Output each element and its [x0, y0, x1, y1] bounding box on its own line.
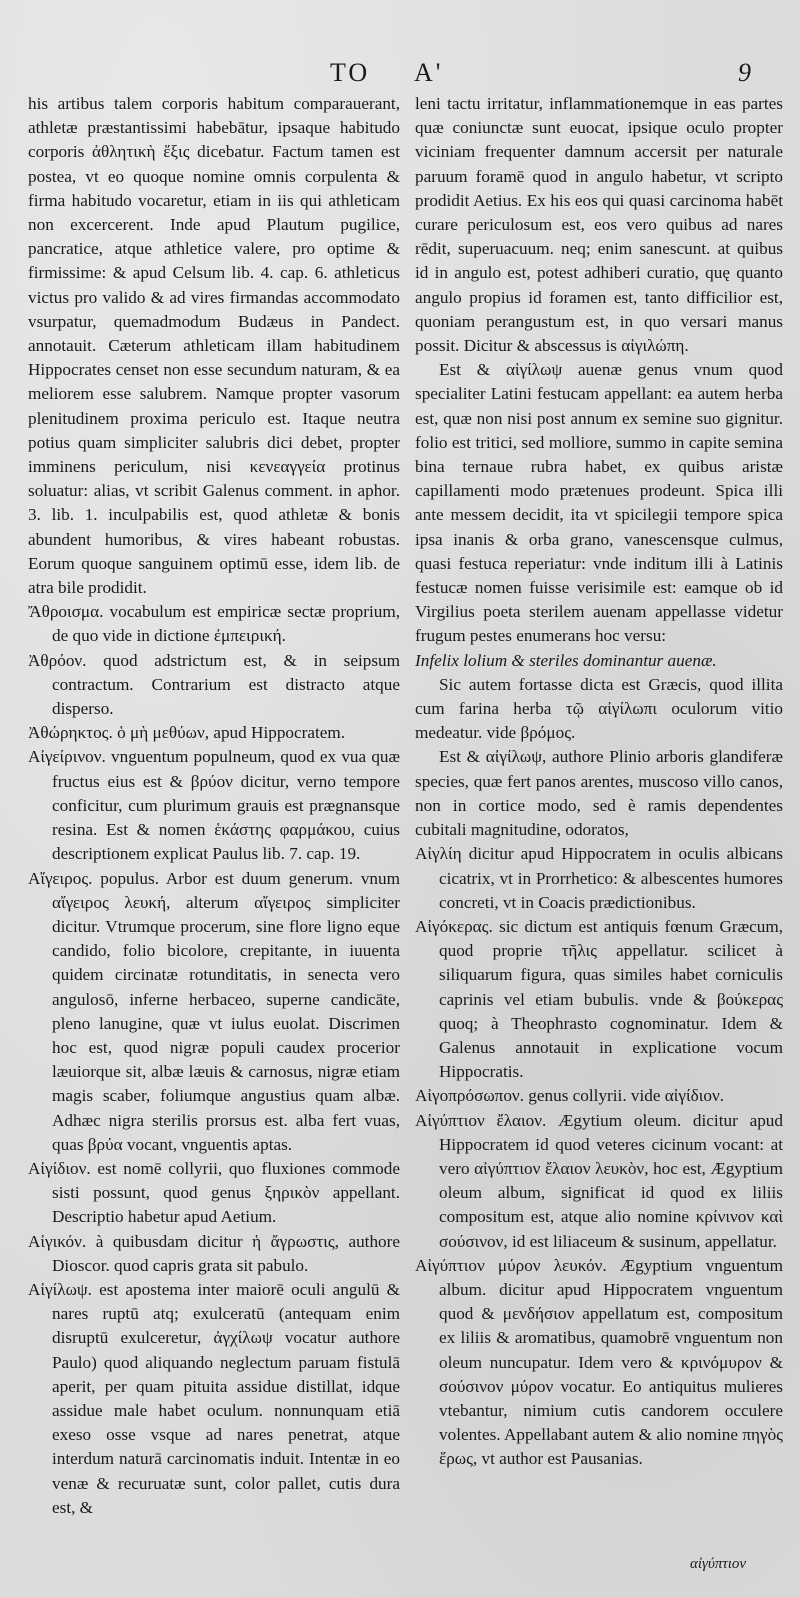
dictionary-entry: Αἰγύπτιον μύρον λευκόν. Ægyptium vnguentum album. dicitur apud Hippocratem vnguentum quod & μενδήσιον appellatum est, compositum ex liliis & aromatibus, quamobrē vnguentum non oleum nuncupatur. Idem vero & κρινόμυρον & σούσινον μύρον vocatur. Eo antiquitus mulieres vtebantur, nimium cutis candorem occulere volentes. Appellabant autem & alio nomine πηγὸς ἕρως, vt author est Pausanias. — [415, 1255, 783, 1469]
paragraph: his artibus talem corporis habitum comparauerant, athletæ præstantissimi habebātur, ipsaque habitudo corporis ἀθλητικὴ ἕξις dicebatur. Factum tamen est postea, vt eo quoque nomine omnis corpulenta & firma habitudo vocaretur, etiam in iis qui athleticam non excercerent. Inde apud Plautum pugilice, pancratice, atque athletice valere, pro optime & firmissime: & apud Celsum lib. 4. cap. 6. athleticus victus pro valido & ad vires firmandas accommodato vsurpatur, quemadmodum Budæus in Pandect. annotauit. Cæterum athleticam illam habitudinem Hippocrates censet non esse secundum naturam, & ea meliorem esse salubrem. Namque propter vasorum plenitudinem proxima periculo est. Itaque neutra potius quam simpliciter salubris dici debet, propter imminens periculum, nisi κενεαγγεία protinus soluatur: alias, vt scribit Galenus comment. in aphor. 3. lib. 1. inculpabilis est, quod athletæ & bonis abundent humoribus, & vires habeant robustas. Eorum quoque sanguinem optimū esse, idem lib. de atra bile prodidit. — [28, 94, 400, 598]
header-left: TO — [330, 58, 371, 87]
dictionary-entry: Αἴγειρος. populus. Arbor est duum generum. vnum αἴγειρος λευκή, alterum αἴγειρος simpliciter dicitur. Vtrumque procerum, sine flore ligno eque candido, folio bicolore, crepitante, in iuuenta quidem circinatæ rotunditatis, in senecta vero angulosō, inferne herbaceo, superne candicāte, pleno lanugine, quæ vt iulus euolat. Discrimen hoc est, quod nigræ populi caudex procerior læuiorque sit, albæ læuis & carnosus, nigræ etiam magis scaber, foliumque angustius quam albæ. Adhæc nigra sterilis prorsus est. alba fert vuas, quas βρύα vocant, vnguentis aptas. — [28, 868, 400, 1154]
catchword: αἰγύπτιον — [690, 1556, 747, 1572]
dictionary-entry: Αἰγύπτιον ἔλαιον. Ægytium oleum. dicitur apud Hippocratem id quod veteres cicinum vocant: at vero αἰγύπτιον ἔλαιον λευκὸν, hoc est, Ægyptium oleum album, significat id quod ex liliis compositum est, atque alio nomine κρίνινον καὶ σούσινον, id est liliaceum & susinum, appellatur. — [415, 1110, 783, 1251]
dictionary-entry: Ἄθροισμα. vocabulum est empiricæ sectæ proprium, de quo vide in dictione ἐμπειρική. — [28, 602, 400, 646]
dictionary-entry: Αἰγίλωψ. est apostema inter maiorē oculi angulū & nares ruptū atq; exulceratū (antequam enim disruptū exulceretur, ἀγχίλωψ vocatur authore Paulo) quod aliquando neglectum paruam fistulā aperit, per quam pituita assidue distillat, idque assidue male habet oculum. nonnunquam etiā exeso osse vsque ad nares penetrat, atque interdum naturā carcinomatis induit. Intentæ in eo venæ & recuruatæ sunt, color pallet, cutis dura est, & — [28, 1279, 400, 1517]
paragraph: Sic autem fortasse dicta est Græcis, quod illita cum farina herba τῷ αἰγίλωπι oculorum vitio medeatur. vide βρόμος. — [415, 674, 783, 743]
dictionary-entry: Αἰγλίη dicitur apud Hippocratem in oculis albicans cicatrix, vt in Prorrhetico: & albescentes humores concreti, vt in Coacis prædictionibus. — [415, 844, 783, 912]
page-number: 9 — [738, 58, 751, 87]
right-column — [415, 92, 783, 1472]
verse-quote: Infelix lolium & steriles dominantur auenæ. — [415, 650, 717, 670]
dictionary-entry: Αἰγίδιον. est nomē collyrii, quo fluxiones commode sisti possunt, quod genus ξηρικὸν appellant. Descriptio habetur apud Aetium. — [28, 1158, 400, 1227]
dictionary-entry: Αἰγικόν. à quibusdam dicitur ἡ ἄγρωστις, authore Dioscor. quod capris grata sit pabulo. — [28, 1231, 400, 1275]
dictionary-entry: Αἰγοπρόσωπον. genus collyrii. vide αἰγίδιον. — [415, 1086, 725, 1106]
paragraph: Est & αἰγίλωψ, authore Plinio arboris glandiferæ species, quæ fert panos arentes, muscoso villo canos, non in cortice modo, sed è ramis dependentes cubitali magnitudine, odoratos, — [415, 747, 783, 840]
paragraph: leni tactu irritatur, inflammationemque in eas partes quæ coniunctæ sunt euocat, ipsique oculo propter viciniam frequenter damnum accersit per naturale paruum foramē quod in angulo habetur, vt scripto prodidit Aetius. Ex his eos qui quasi carcinoma habēt curare periculosum est, eos vero quibus ad nares rēdit, superuacuum. neq; enim sanescunt. at quibus id in angulo est, potest adhiberi curatio, quę quanto angulo propius id foramen est, tanto difficilior est, quoniam perangustum est, in quo versari manus possit. Dicitur & abscessus is αἰγιλώπη. — [415, 94, 783, 356]
running-header — [0, 58, 800, 92]
paragraph: Est & αἰγίλωψ auenæ genus vnum quod specialiter Latini festucam appellant: ea autem herba est, quæ non nisi post annum ex semine suo gignitur. folio est tritici, sed molliore, summo in capite semina bina ternaue rubra habet, ex quibus aristæ capillamenti modo prætenues prodeunt. Spica illi ante messem decidit, ita vt spicilegii tempore spica ipsa inanis & orba grano, vanescensque culmus, quasi festuca reperiatur: vnde inditum illi à Latinis festucæ nomen fuisse verisimile est: eamque ob id Virgilius poeta sterilem auenam appellasse videtur frugum pestes enumerans hoc versu: — [415, 360, 783, 646]
dictionary-entry: Ἀθώρηκτος. ὁ μὴ μεθύων, apud Hippocratem. — [28, 723, 346, 743]
dictionary-entry: Αἰγόκερας. sic dictum est antiquis fœnum Græcum, quod proprie τῆλις appellatur. scilicet à siliquarum figura, quas similes habet corniculis caprinis vel etiam bubulis. vnde & βούκερας quoq; à Theophrasto cognominatur. Idem & Galenus annotauit in explicatione vocum Hippocratis. — [415, 916, 783, 1082]
dictionary-entry: Ἀθρόον. quod adstrictum est, & in seipsum contractum. Contrarium est distracto atque disperso. — [28, 650, 400, 719]
dictionary-entry: Αἰγείρινον. vnguentum populneum, quod ex vua quæ fructus eius est & βρύον dicitur, verno tempore conficitur, cum plurimum grauis est prægnansque resina. Est & nomen ἑκάστης φαρμάκου, cuius descriptionem explicat Paulus lib. 7. cap. 19. — [28, 747, 400, 864]
header-right: A' — [414, 58, 444, 87]
left-column — [28, 92, 400, 1520]
